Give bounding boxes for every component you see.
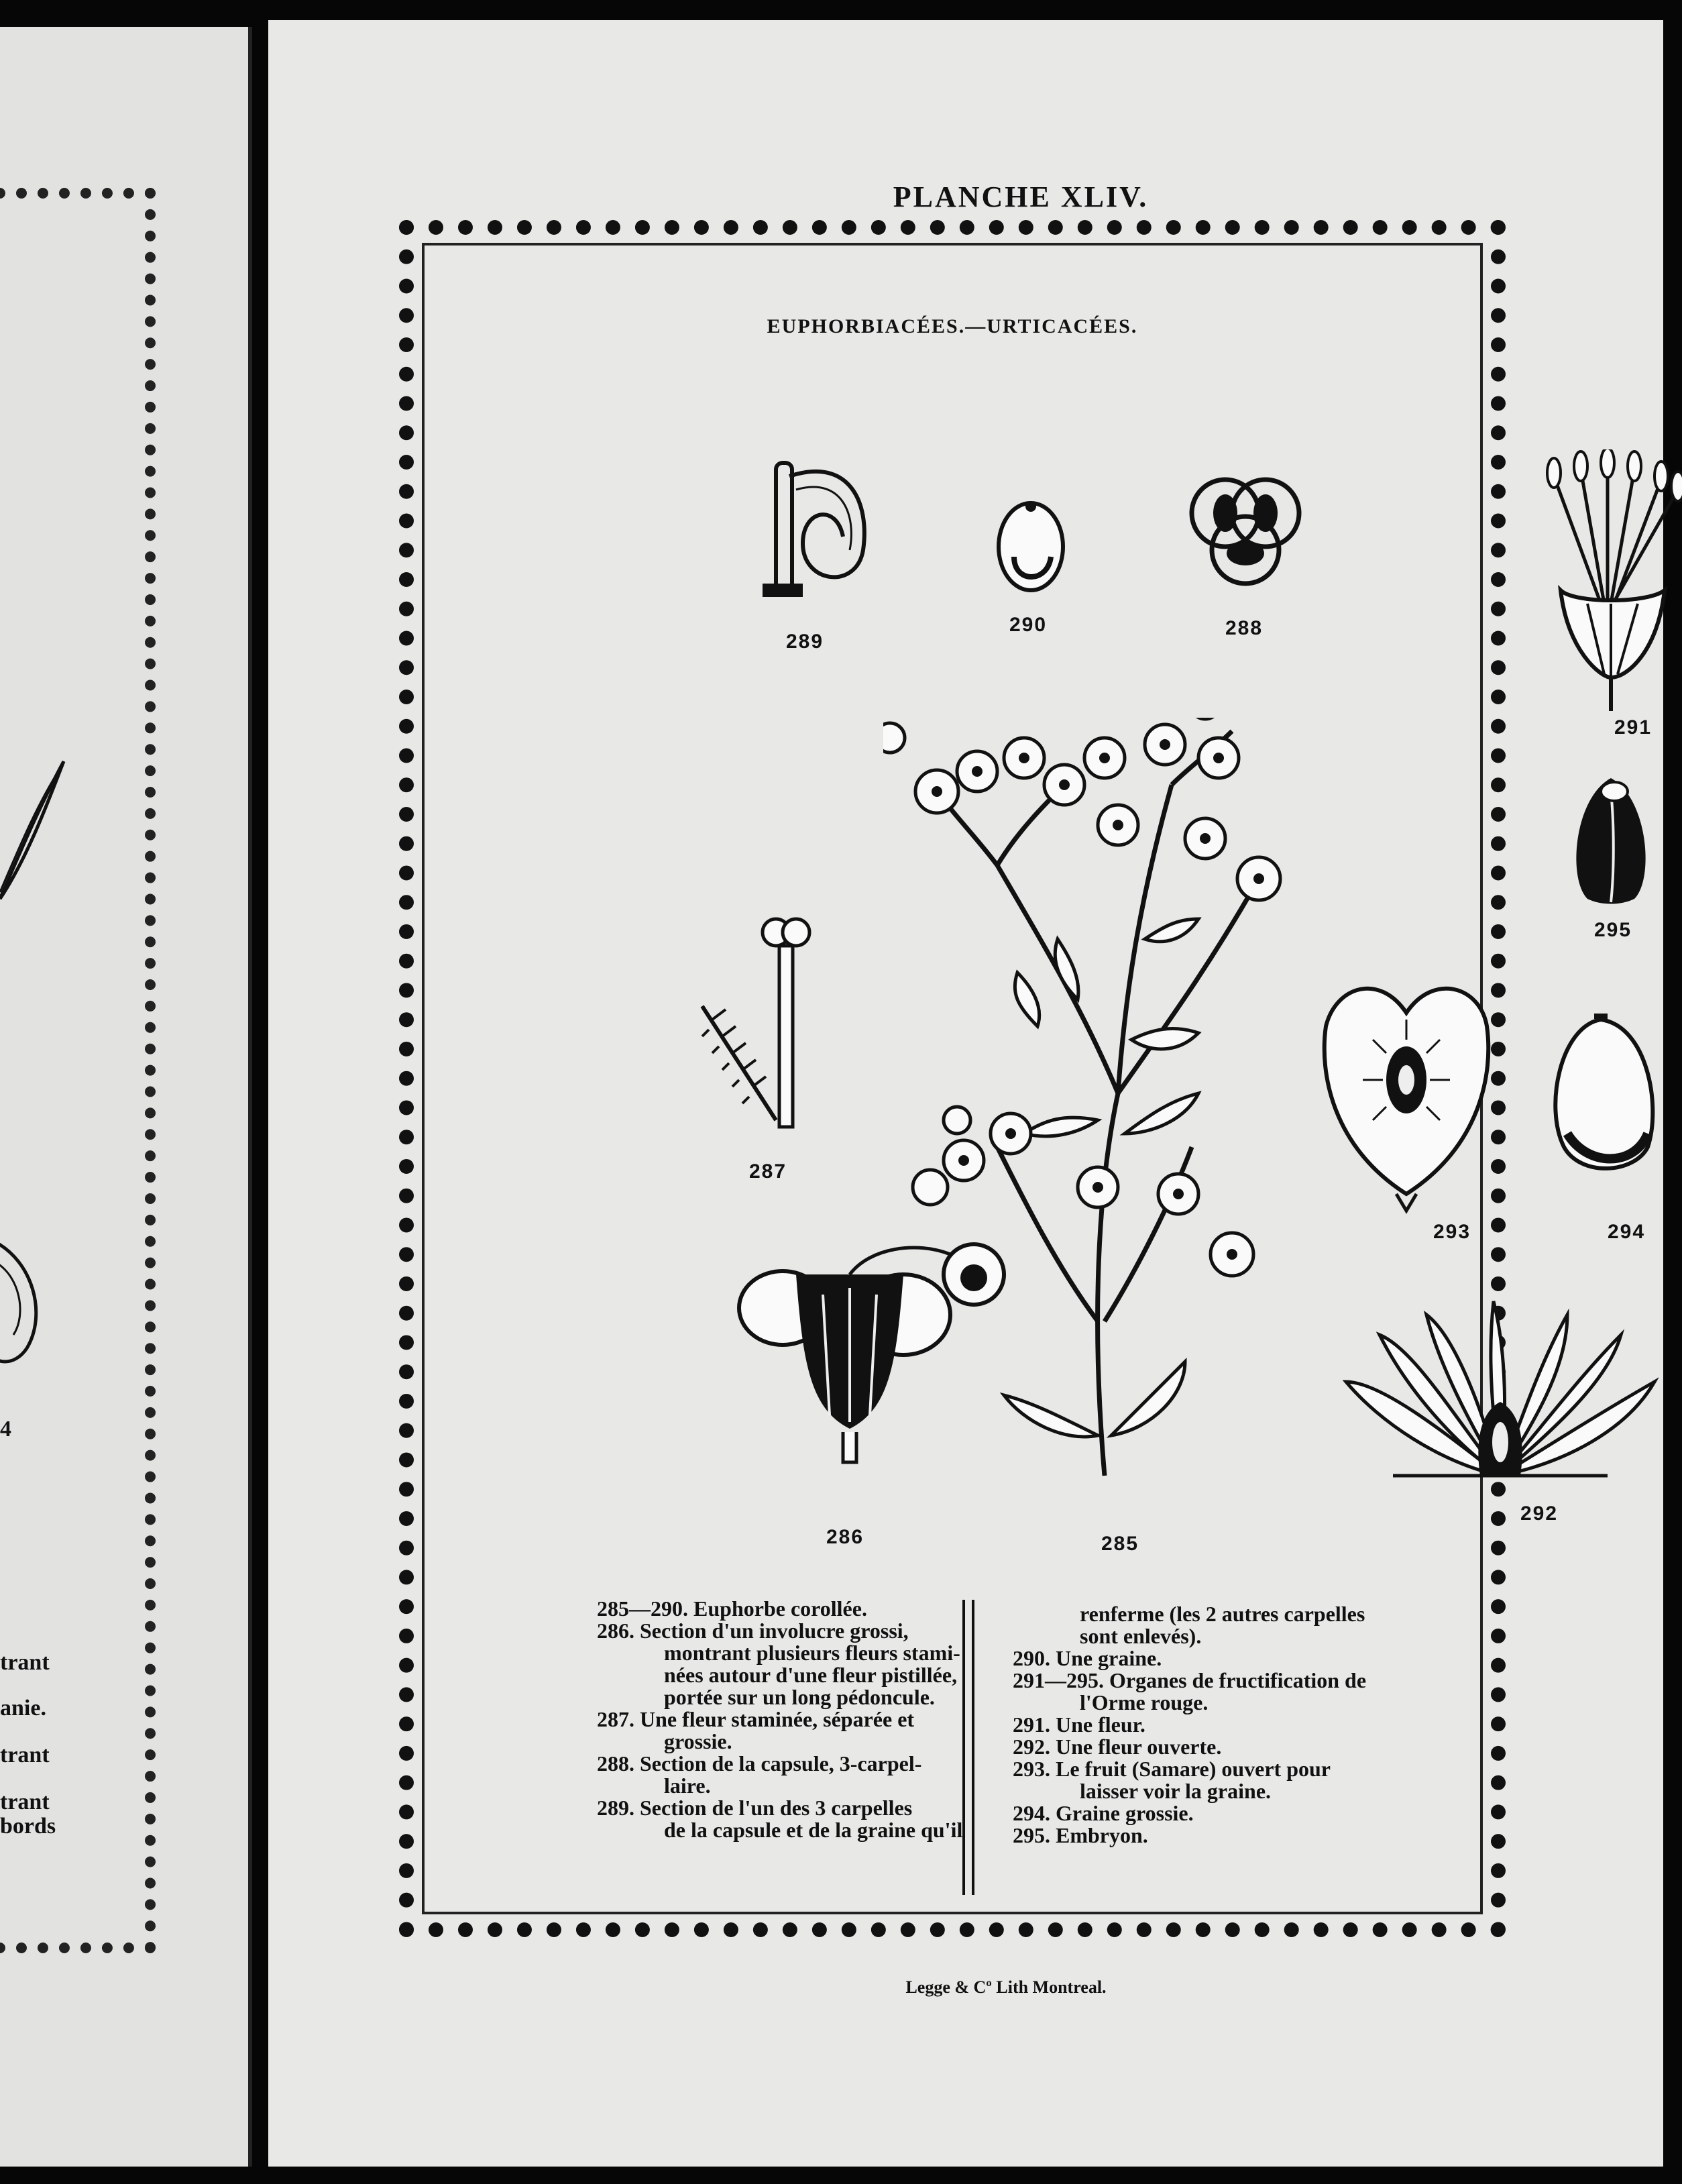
figure-289-illustration bbox=[749, 449, 883, 610]
left-text-fragment: trant bbox=[0, 1743, 50, 1767]
figure-287-label: 287 bbox=[749, 1160, 787, 1183]
caption-line: 288. Section de la capsule, 3-carpel- bbox=[597, 1751, 922, 1776]
figure-285-label: 285 bbox=[1101, 1533, 1139, 1555]
caption-line: grossie. bbox=[664, 1729, 732, 1753]
figure-286-label: 286 bbox=[826, 1526, 864, 1548]
figure-292-label: 292 bbox=[1520, 1503, 1559, 1525]
caption-line: 295. Embryon. bbox=[1013, 1823, 1148, 1847]
caption-line: sont enlevés). bbox=[1080, 1624, 1202, 1648]
caption-line: renferme (les 2 autres carpelles bbox=[1080, 1602, 1365, 1626]
caption-line: laire. bbox=[664, 1773, 711, 1798]
caption-column-left bbox=[597, 1596, 963, 1842]
figure-295-illustration bbox=[1561, 771, 1661, 906]
figure-287-illustration bbox=[695, 912, 830, 1134]
caption-line: 293. Le fruit (Samare) ouvert pour bbox=[1013, 1757, 1331, 1781]
caption-line: 287. Une fleur staminée, séparée et bbox=[597, 1707, 915, 1731]
plate-heading: EUPHORBIACÉES.—URTICACÉES. bbox=[767, 315, 1138, 337]
left-page-frame bbox=[0, 188, 156, 1953]
caption-line: laisser voir la graine. bbox=[1080, 1779, 1272, 1803]
figure-295-label: 295 bbox=[1594, 919, 1632, 941]
left-figure-number: 4 bbox=[0, 1417, 11, 1441]
caption-line: 285—290. Euphorbe corollée. bbox=[597, 1596, 867, 1621]
caption-line: 291—295. Organes de fructification de bbox=[1013, 1668, 1367, 1692]
figure-288-illustration bbox=[1178, 463, 1312, 597]
figure-294-illustration bbox=[1540, 1006, 1675, 1181]
figure-288-label: 288 bbox=[1225, 617, 1264, 639]
figure-291-illustration bbox=[1527, 449, 1682, 711]
figure-289-label: 289 bbox=[786, 631, 824, 653]
caption-line: 292. Une fleur ouverte. bbox=[1013, 1735, 1222, 1759]
caption-divider bbox=[962, 1600, 974, 1895]
caption-line: l'Orme rouge. bbox=[1080, 1690, 1209, 1714]
figure-290-illustration bbox=[984, 483, 1078, 597]
left-text-fragment: bords bbox=[0, 1814, 56, 1839]
caption-line: 291. Une fleur. bbox=[1013, 1712, 1145, 1737]
figure-292-illustration bbox=[1339, 1295, 1661, 1489]
caption-line: 290. Une graine. bbox=[1013, 1646, 1162, 1670]
left-page-fragment bbox=[0, 27, 252, 2167]
caption-line: de la capsule et de la graine qu'il bbox=[664, 1818, 963, 1842]
caption-line: 286. Section d'un involucre grossi, bbox=[597, 1619, 909, 1643]
left-leaf-illustration bbox=[0, 758, 67, 906]
caption-line: montrant plusieurs fleurs stami- bbox=[664, 1641, 960, 1665]
figure-294-label: 294 bbox=[1608, 1221, 1646, 1243]
main-page bbox=[268, 20, 1663, 2167]
figure-291-label: 291 bbox=[1614, 716, 1652, 739]
caption-line: 294. Graine grossie. bbox=[1013, 1801, 1194, 1825]
caption-line: 289. Section de l'un des 3 carpelles bbox=[597, 1796, 913, 1820]
left-text-fragment: trant bbox=[0, 1650, 50, 1675]
caption-line: nées autour d'une fleur pistillée, bbox=[664, 1663, 958, 1687]
left-text-fragment: anie. bbox=[0, 1696, 46, 1721]
caption-line: portée sur un long pédoncule. bbox=[664, 1685, 935, 1709]
left-text-fragment: trant bbox=[0, 1790, 50, 1814]
caption-column-right bbox=[1013, 1603, 1482, 1847]
printer-credit: Legge & Cº Lith Montreal. bbox=[905, 1977, 1107, 1997]
left-loop-illustration bbox=[0, 1234, 47, 1368]
figure-290-label: 290 bbox=[1009, 614, 1048, 636]
figure-293-label: 293 bbox=[1433, 1221, 1471, 1243]
plate-title: PLANCHE XLIV. bbox=[893, 180, 1149, 213]
figure-285-illustration bbox=[883, 718, 1353, 1496]
